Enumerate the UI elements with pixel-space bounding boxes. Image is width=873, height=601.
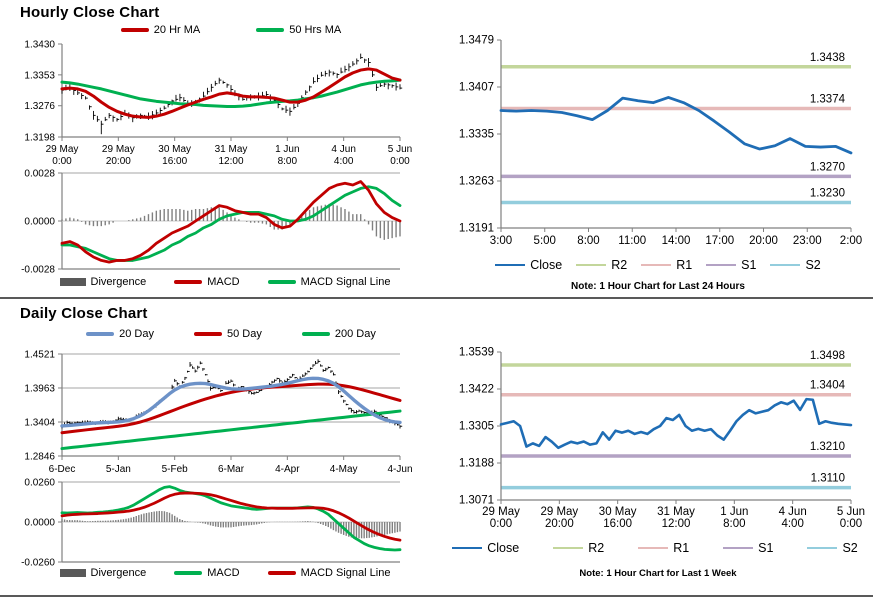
svg-text:1.3430: 1.3430 (24, 39, 55, 51)
hourly-pivot-chart (439, 30, 871, 256)
svg-text:0.0000: 0.0000 (24, 517, 55, 529)
svg-text:1.3210: 1.3210 (809, 441, 845, 454)
svg-text:5 Jun: 5 Jun (387, 144, 413, 155)
svg-text:1.3438: 1.3438 (809, 51, 845, 64)
svg-text:1.3498: 1.3498 (809, 349, 845, 362)
legend-item-divergence (60, 567, 147, 579)
svg-text:12:00: 12:00 (661, 518, 691, 530)
hourly-macd-chart (4, 168, 434, 274)
legend-label: Divergence (90, 276, 147, 288)
svg-text:1.4521: 1.4521 (24, 349, 55, 361)
legend-item-divergence (60, 276, 147, 288)
legend-label: Divergence (90, 567, 147, 579)
svg-text:4-Apr: 4-Apr (275, 464, 300, 475)
svg-text:4-Jun: 4-Jun (387, 464, 413, 475)
svg-text:1 Jun: 1 Jun (720, 506, 749, 518)
line-swatch (706, 264, 736, 267)
svg-text:4:00: 4:00 (781, 518, 804, 530)
svg-text:29 May: 29 May (45, 144, 79, 155)
svg-text:1.3188: 1.3188 (458, 457, 494, 470)
svg-text:2:00: 2:00 (839, 235, 863, 247)
divergence-swatch (60, 569, 86, 577)
legend-label: MACD Signal Line (300, 567, 391, 579)
svg-text:5:00: 5:00 (533, 235, 556, 247)
legend-label: R1 (673, 541, 690, 555)
svg-text:20:00: 20:00 (105, 156, 131, 167)
hourly-ma-legend (62, 24, 400, 36)
hourly-pivot-note: Note: 1 Hour Chart for Last 24 Hours (571, 281, 745, 292)
legend-label: 20 Hr MA (153, 24, 201, 36)
svg-text:1.3071: 1.3071 (458, 494, 494, 507)
svg-text:0:00: 0:00 (390, 156, 410, 167)
legend-item-r1 (638, 541, 689, 555)
daily-macd-chart (4, 474, 434, 569)
daily-price-chart (4, 346, 434, 478)
svg-text:-0.0260: -0.0260 (21, 557, 55, 569)
svg-text:20:00: 20:00 (749, 235, 778, 247)
svg-text:4 Jun: 4 Jun (778, 506, 807, 518)
line-swatch (174, 571, 202, 575)
svg-text:4 Jun: 4 Jun (331, 144, 356, 155)
svg-text:1.2846: 1.2846 (24, 451, 55, 463)
hourly-macd-legend (40, 276, 410, 288)
line-swatch (576, 264, 606, 267)
legend-label: MACD (207, 276, 240, 288)
line-swatch (807, 547, 837, 550)
svg-text:1.3963: 1.3963 (24, 383, 55, 395)
hourly-pivot-legend (462, 258, 854, 272)
divergence-swatch (60, 278, 86, 286)
svg-text:-0.0028: -0.0028 (21, 264, 55, 276)
legend-label: S2 (805, 258, 821, 272)
svg-text:0.0028: 0.0028 (24, 168, 55, 180)
svg-text:1.3198: 1.3198 (24, 132, 55, 144)
line-swatch (86, 332, 114, 336)
legend-label: R2 (588, 541, 605, 555)
line-swatch (121, 28, 149, 32)
hourly-section-title: Hourly Close Chart (20, 4, 160, 21)
svg-text:29 May: 29 May (540, 506, 579, 518)
svg-text:8:00: 8:00 (723, 518, 746, 530)
svg-text:0:00: 0:00 (839, 518, 863, 530)
svg-text:1.3270: 1.3270 (809, 161, 845, 174)
svg-text:14:00: 14:00 (661, 235, 691, 247)
legend-label: MACD (207, 567, 240, 579)
weekly-pivot-legend (450, 541, 860, 555)
legend-label: Close (530, 258, 563, 272)
legend-item-s2 (770, 258, 820, 272)
svg-text:11:00: 11:00 (618, 235, 647, 247)
legend-label: R2 (611, 258, 628, 272)
line-swatch (641, 264, 671, 267)
svg-text:4:00: 4:00 (333, 156, 354, 167)
svg-text:20:00: 20:00 (544, 518, 574, 530)
line-swatch (553, 547, 583, 550)
legend-item-r2 (576, 258, 627, 272)
legend-item-s1 (723, 541, 773, 555)
legend-item-macd-signal-line (268, 276, 391, 288)
line-swatch (256, 28, 284, 32)
legend-item-macd (174, 276, 239, 288)
legend-label: 200 Day (334, 328, 376, 340)
svg-text:5 Jun: 5 Jun (836, 506, 866, 518)
svg-text:23:00: 23:00 (792, 235, 822, 247)
svg-text:1.3110: 1.3110 (810, 472, 845, 485)
weekly-pivot-note: Note: 1 Hour Chart for Last 1 Week (579, 568, 737, 579)
bottom-divider (0, 595, 873, 597)
legend-item-r2 (553, 541, 604, 555)
svg-text:1.3276: 1.3276 (24, 101, 55, 113)
svg-text:6-Mar: 6-Mar (217, 464, 245, 475)
svg-text:30 May: 30 May (158, 144, 192, 155)
svg-text:3:00: 3:00 (489, 235, 513, 247)
svg-text:1.3305: 1.3305 (458, 420, 494, 433)
svg-text:4-May: 4-May (329, 464, 358, 475)
svg-text:1.3404: 1.3404 (809, 379, 845, 392)
legend-item-r1 (641, 258, 692, 272)
legend-label: 20 Day (119, 328, 154, 340)
daily-section-title: Daily Close Chart (20, 305, 148, 322)
daily-ma-legend (62, 328, 400, 340)
svg-text:1.3263: 1.3263 (458, 175, 494, 188)
line-swatch (268, 571, 296, 575)
svg-text:5-Jan: 5-Jan (105, 464, 131, 475)
svg-text:6-Dec: 6-Dec (48, 464, 76, 475)
legend-item-s2 (807, 541, 857, 555)
svg-text:0:00: 0:00 (52, 156, 72, 167)
svg-text:17:00: 17:00 (705, 235, 735, 247)
svg-text:1.3404: 1.3404 (24, 417, 55, 429)
legend-label: R1 (676, 258, 693, 272)
svg-text:0:00: 0:00 (489, 518, 513, 530)
hourly-price-chart (4, 40, 434, 168)
line-swatch (723, 547, 753, 550)
legend-item-close (452, 541, 519, 555)
line-swatch (268, 280, 296, 284)
line-swatch (194, 332, 222, 336)
svg-text:1.3407: 1.3407 (458, 81, 494, 94)
svg-text:0.0260: 0.0260 (24, 477, 55, 489)
svg-text:16:00: 16:00 (162, 156, 188, 167)
line-swatch (770, 264, 800, 267)
svg-text:1.3374: 1.3374 (809, 93, 845, 106)
legend-item-50-hrs-ma (256, 24, 341, 36)
line-swatch (638, 547, 668, 550)
svg-text:1.3539: 1.3539 (458, 346, 494, 359)
svg-text:1.3191: 1.3191 (458, 222, 494, 235)
legend-label: S1 (758, 541, 774, 555)
svg-text:12:00: 12:00 (218, 156, 244, 167)
svg-text:29 May: 29 May (482, 506, 520, 518)
daily-macd-legend (40, 567, 410, 579)
svg-text:1.3422: 1.3422 (458, 383, 494, 396)
legend-item-macd-signal-line (268, 567, 391, 579)
legend-label: 50 Day (227, 328, 262, 340)
svg-text:1.3479: 1.3479 (458, 34, 494, 47)
legend-label: Close (487, 541, 520, 555)
svg-text:1.3230: 1.3230 (809, 187, 845, 200)
svg-text:8:00: 8:00 (577, 235, 600, 247)
legend-item-20-hr-ma (121, 24, 200, 36)
legend-item-50-day (194, 328, 262, 340)
legend-item-close (495, 258, 562, 272)
svg-text:31 May: 31 May (657, 506, 695, 518)
legend-item-20-day (86, 328, 154, 340)
svg-text:5-Feb: 5-Feb (161, 464, 188, 475)
svg-text:1 Jun: 1 Jun (275, 144, 300, 155)
svg-text:8:00: 8:00 (277, 156, 298, 167)
line-swatch (302, 332, 330, 336)
svg-text:1.3353: 1.3353 (24, 70, 55, 82)
svg-text:1.3335: 1.3335 (458, 128, 494, 141)
legend-item-200-day (302, 328, 376, 340)
legend-item-macd (174, 567, 239, 579)
section-divider (0, 297, 873, 299)
weekly-pivot-chart (439, 340, 871, 540)
legend-label: MACD Signal Line (300, 276, 391, 288)
legend-label: 50 Hrs MA (289, 24, 342, 36)
svg-text:0.0000: 0.0000 (24, 216, 55, 228)
svg-text:31 May: 31 May (214, 144, 248, 155)
legend-item-s1 (706, 258, 756, 272)
legend-label: S2 (842, 541, 858, 555)
line-swatch (495, 264, 525, 267)
legend-label: S1 (741, 258, 757, 272)
line-swatch (174, 280, 202, 284)
svg-text:16:00: 16:00 (603, 518, 633, 530)
svg-text:29 May: 29 May (101, 144, 135, 155)
svg-text:30 May: 30 May (598, 506, 637, 518)
line-swatch (452, 547, 482, 550)
